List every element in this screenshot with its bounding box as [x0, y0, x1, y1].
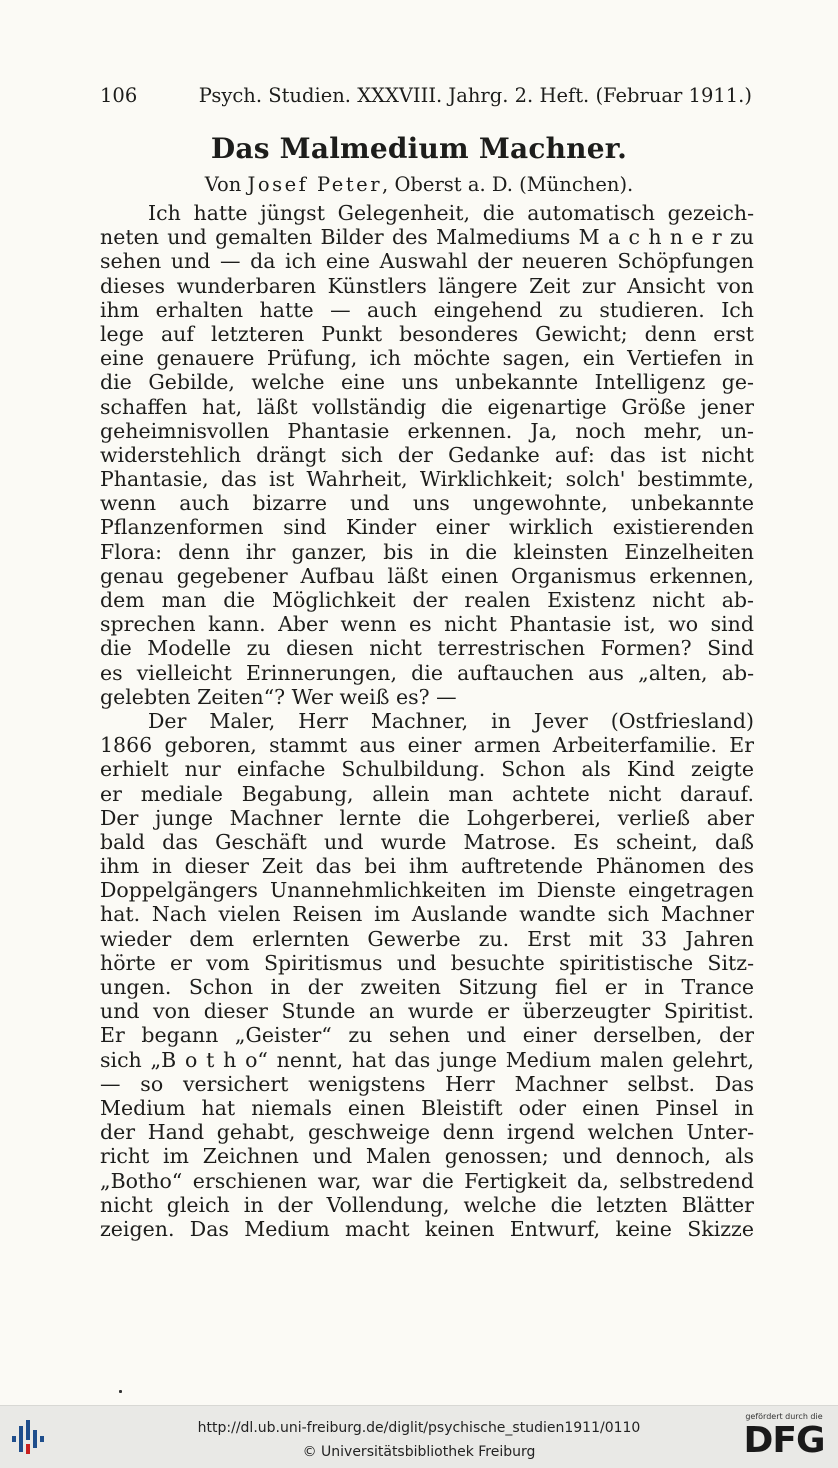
- scan-speck: [119, 1390, 122, 1393]
- author-prefix: Von: [204, 173, 242, 196]
- text-line: nicht gleich in der Vollendung, welche die letzten Blätter: [100, 1192, 754, 1217]
- article-title: Das Malmedium Machner.: [210, 132, 628, 165]
- text-line: erhielt nur einfache Schulbildung. Schon als Kind zeigte: [100, 757, 754, 782]
- text-line: zeigen. Das Medium macht keinen Entwurf, keine Skizze: [100, 1216, 754, 1241]
- text-line: sehen und — da ich eine Auswahl der neueren Schöpfungen: [100, 249, 754, 274]
- text-line: lege auf letzteren Punkt besonderes Gewicht; denn erst: [100, 321, 754, 346]
- text-line: Medium hat niemals einen Bleistift oder einen Pinsel in: [100, 1095, 754, 1120]
- article-body: [100, 201, 754, 1241]
- text-line: die Modelle zu diesen nicht terrestrischen Formen? Sind: [100, 636, 754, 661]
- text-line: dem man die Möglichkeit der realen Existenz nicht ab-: [100, 588, 754, 612]
- page-number: 106: [100, 84, 138, 107]
- copyright-notice: © Universitätsbibliothek Freiburg: [302, 1444, 536, 1460]
- text-line: es vielleicht Erinnerungen, die auftauchen aus „alten, ab-: [100, 660, 754, 685]
- text-line: der Hand gehabt, geschweige denn irgend welchen Unter-: [100, 1120, 754, 1145]
- article-author: [0, 173, 838, 196]
- author-name: Josef Peter: [247, 173, 383, 196]
- text-line: die Gebilde, welche eine uns unbekannte Intelligenz ge-: [100, 370, 754, 395]
- text-line: gelebten Zeiten“? Wer weiß es? —: [100, 684, 457, 709]
- text-line: — so versichert wenigstens Herr Machner selbst. Das: [100, 1071, 754, 1096]
- text-line: hörte er vom Spiritismus und besuchte spiritistische Sitz-: [100, 950, 754, 975]
- text-line: genau gegebener Aufbau läßt einen Organismus erkennen,: [100, 563, 754, 588]
- viewer-footer: [0, 1405, 838, 1468]
- text-line: hat. Nach vielen Reisen im Auslande wandte sich Machner: [100, 902, 754, 927]
- text-line: schaffen hat, läßt vollständig die eigenartige Größe jener: [100, 394, 754, 419]
- text-line: sprechen kann. Aber wenn es nicht Phantasie ist, wo sind: [100, 612, 754, 637]
- text-line: eine genauere Prüfung, ich möchte sagen, ein Vertiefen in: [100, 346, 754, 371]
- text-line: Ich hatte jüngst Gelegenheit, die automatisch gezeich-: [148, 201, 754, 225]
- text-line: bald das Geschäft und wurde Matrose. Es scheint, daß: [100, 829, 754, 854]
- text-line: Er begann „Geister“ zu sehen und einer derselben, der: [100, 1023, 754, 1048]
- text-line: und von dieser Stunde an wurde er überzeugter Spiritist.: [100, 999, 754, 1024]
- text-line: Doppelgängers Unannehmlichkeiten im Dienste eingetragen: [100, 878, 754, 903]
- text-line: 1866 geboren, stammt aus einer armen Arbeiterfamilie. Er: [100, 733, 754, 758]
- text-line: sich „B o t h o“ nennt, hat das junge Medium malen gelehrt,: [100, 1047, 754, 1072]
- journal-header: Psych. Studien. XXXVIII. Jahrg. 2. Heft. (Februar 1911.): [198, 84, 752, 107]
- text-line: er mediale Begabung, allein man achtete nicht darauf.: [100, 781, 754, 806]
- text-line: widerstehlich drängt sich der Gedanke auf: das ist nicht: [100, 442, 754, 467]
- text-line: Pflanzenformen sind Kinder einer wirklich existierenden: [100, 515, 754, 540]
- running-head: [100, 84, 752, 107]
- text-line: ungen. Schon in der zweiten Sitzung fiel er in Trance: [100, 975, 754, 999]
- text-line: dieses wunderbaren Künstlers längere Zeit zur Ansicht von: [100, 273, 754, 298]
- sponsor-label: gefördert durch die: [745, 1412, 823, 1421]
- text-line: Der Maler, Herr Machner, in Jever (Ostfriesland): [148, 708, 754, 733]
- document-url[interactable]: http://dl.ub.uni-freiburg.de/diglit/psychische_studien1911/0110: [197, 1420, 641, 1436]
- text-line: „Botho“ erschienen war, war die Fertigkeit da, selbstredend: [100, 1168, 754, 1193]
- text-line: ihm erhalten hatte — auch eingehend zu studieren. Ich: [100, 297, 754, 322]
- author-suffix: , Oberst a. D. (München).: [382, 173, 634, 196]
- text-line: wenn auch bizarre und uns ungewohnte, unbekannte: [100, 491, 754, 516]
- text-line: Der junge Machner lernte die Lohgerberei, verließ aber: [100, 805, 754, 830]
- text-line: geheimnisvollen Phantasie erkennen. Ja, noch mehr, un-: [100, 418, 754, 443]
- text-line: Phantasie, das ist Wahrheit, Wirklichkeit; solch' bestimmte,: [100, 467, 754, 492]
- text-line: Flora: denn ihr ganzer, bis in die kleinsten Einzelheiten: [100, 539, 754, 564]
- dfg-logo-mark: DFG: [743, 1420, 825, 1461]
- text-line: richt im Zeichnen und Malen genossen; und dennoch, als: [100, 1144, 754, 1169]
- dfg-logo: [738, 1412, 830, 1464]
- text-line: ihm in dieser Zeit das bei ihm auftretende Phänomen des: [100, 854, 754, 879]
- text-line: neten und gemalten Bilder des Malmediums M a c h n e r zu: [100, 225, 754, 250]
- text-line: wieder dem erlernten Gewerbe zu. Erst mit 33 Jahren: [100, 926, 754, 951]
